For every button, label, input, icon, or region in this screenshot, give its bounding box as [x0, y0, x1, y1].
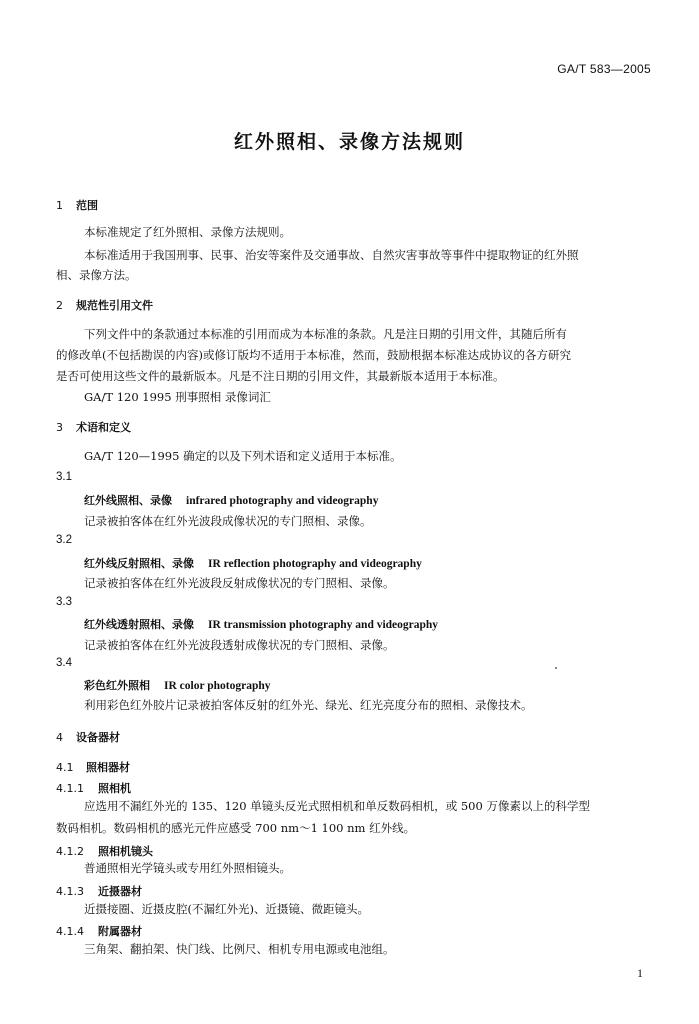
section-number: 3 — [56, 421, 63, 434]
term-definition: 利用彩色红外胶片记录被拍客体反射的红外光、绿光、红光亮度分布的照相、录像技术。 — [84, 698, 533, 712]
section-4-heading — [56, 729, 120, 745]
paragraph: 普通照相光学镜头或专用红外照相镜头。 — [84, 861, 291, 875]
section-number: 4.1.2 — [56, 845, 84, 858]
section-title: 范围 — [76, 199, 98, 212]
term-en: IR transmission photography and videography — [208, 619, 439, 631]
section-number: 1 — [56, 199, 63, 212]
paragraph: 本标准适用于我国刑事、民事、治安等案件及交通事故、自然灾害事故等事件中提取物证的红外照 — [84, 248, 579, 262]
term-en: IR reflection photography and videography — [208, 558, 422, 570]
section-title: 规范性引用文件 — [76, 299, 153, 312]
clause-number: 3.2 — [56, 534, 72, 546]
section-number: 4 — [56, 731, 63, 744]
paragraph: GA/T 120—1995 确定的以及下列术语和定义适用于本标准。 — [84, 449, 402, 463]
section-2-heading — [56, 297, 153, 313]
paragraph: 相、录像方法。 — [56, 268, 137, 282]
section-title: 照相器材 — [86, 761, 130, 774]
subsection-4-1-3-heading — [56, 883, 142, 899]
section-title: 附属器材 — [98, 925, 142, 938]
subsection-4-1-1-heading — [56, 780, 131, 796]
section-number: 4.1.3 — [56, 885, 84, 898]
paragraph: 三角架、翻拍架、快门线、比例尺、相机专用电源或电池组。 — [84, 942, 395, 956]
term-en: infrared photography and videography — [186, 495, 379, 507]
clause-number: 3.4 — [56, 657, 72, 669]
section-title: 近摄器材 — [98, 885, 142, 898]
section-3-heading — [56, 419, 131, 435]
section-title: 术语和定义 — [76, 421, 131, 434]
paragraph: 数码相机。数码相机的感光元件应感受 700 nm～1 100 nm 红外线。 — [56, 821, 416, 835]
term-heading — [84, 492, 378, 508]
term-cn: 红外线反射照相、录像 — [84, 557, 194, 570]
standard-code: GA/T 583—2005 — [557, 62, 651, 76]
clause-number: 3.1 — [56, 471, 72, 483]
scan-speck — [555, 667, 557, 669]
section-number: 4.1 — [56, 761, 74, 774]
term-cn: 红外线透射照相、录像 — [84, 618, 194, 631]
term-heading — [84, 616, 438, 632]
section-title: 照相机镜头 — [98, 845, 153, 858]
term-definition: 记录被拍客体在红外光波段反射成像状况的专门照相、录像。 — [84, 576, 395, 590]
subsection-4-1-heading — [56, 759, 130, 775]
term-cn: 彩色红外照相 — [84, 679, 150, 692]
section-title: 照相机 — [98, 782, 131, 795]
subsection-4-1-4-heading — [56, 923, 142, 939]
paragraph: 的修改单(不包括勘误的内容)或修订版均不适用于本标准，然而，鼓励根据本标准达成协议的各方研究 — [56, 348, 571, 362]
section-title: 设备器材 — [76, 731, 120, 744]
term-en: IR color photography — [164, 680, 271, 692]
paragraph: 是否可使用这些文件的最新版本。凡是不注日期的引用文件，其最新版本适用于本标准。 — [56, 369, 505, 383]
section-1-heading — [56, 197, 98, 213]
paragraph: 应选用不漏红外光的 135、120 单镜头反光式照相机和单反数码相机，或 500 万像素以上的科学型 — [84, 799, 590, 813]
page-number: 1 — [637, 966, 643, 980]
section-number: 2 — [56, 299, 63, 312]
section-number: 4.1.1 — [56, 782, 84, 795]
clause-number: 3.3 — [56, 596, 72, 608]
section-number: 4.1.4 — [56, 925, 84, 938]
term-heading — [84, 677, 271, 693]
term-definition: 记录被拍客体在红外光波段透射成像状况的专门照相、录像。 — [84, 638, 395, 652]
paragraph: 下列文件中的条款通过本标准的引用而成为本标准的条款。凡是注日期的引用文件，其随后所有 — [84, 327, 567, 341]
term-heading — [84, 555, 422, 571]
paragraph: 近摄接圈、近摄皮腔(不漏红外光)、近摄镜、微距镜头。 — [84, 902, 369, 916]
subsection-4-1-2-heading — [56, 843, 153, 859]
reference: GA/T 120 1995 刑事照相 录像词汇 — [84, 390, 271, 404]
term-cn: 红外线照相、录像 — [84, 494, 172, 507]
document-title: 红外照相、录像方法规则 — [233, 131, 465, 153]
term-definition: 记录被拍客体在红外光波段成像状况的专门照相、录像。 — [84, 514, 372, 528]
paragraph: 本标准规定了红外照相、录像方法规则。 — [84, 225, 291, 239]
